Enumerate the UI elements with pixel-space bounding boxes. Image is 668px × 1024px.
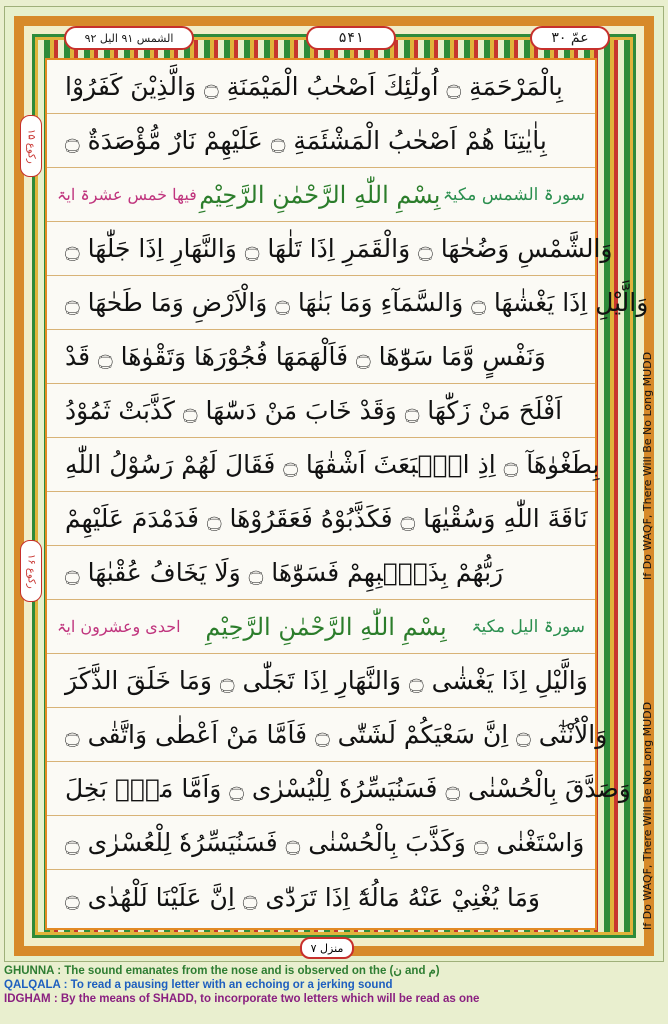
- ruku-marker-top: [20, 115, 42, 177]
- verse-line: وَاسْتَغْنٰى ۝ وَكَذَّبَ بِالْحُسْنٰى ۝ فَسَنُيَسِّرُهٗ لِلْعُسْرٰى ۝: [47, 816, 595, 870]
- surah-header-shams: [47, 168, 595, 222]
- surah-name: سورۃ الشمس مکیۃ: [442, 185, 585, 205]
- verse-line: بِطَغْوٰهَآ ۝ اِذِ انْۢبَعَثَ اَشْقٰهَا ۝ فَقَالَ لَهُمْ رَسُوْلُ اللّٰهِ: [47, 438, 595, 492]
- manzil-marker: منزل ۷: [300, 937, 354, 959]
- ruku-marker-bottom: [20, 540, 42, 602]
- ghunna-row: [4, 964, 664, 978]
- verse-line: رَبُّهُمْ بِذَنْۢبِهِمْ فَسَوّٰهَا ۝ وَلَا يَخَافُ عُقْبٰهَا ۝: [47, 546, 595, 600]
- ruku-label: رکوع ۱۵: [25, 128, 37, 164]
- verse-line: نَاقَةَ اللّٰهِ وَسُقْيٰهَا ۝ فَكَذَّبُوْهُ فَعَقَرُوْهَا ۝ فَدَمْدَمَ عَلَيْهِمْ: [47, 492, 595, 546]
- verse-line: اَفْلَحَ مَنْ زَكّٰهَا ۝ وَقَدْ خَابَ مَنْ دَسّٰهَا ۝ كَذَّبَتْ ثَمُوْدُ: [47, 384, 595, 438]
- idgham-label: IDGHAM :: [4, 993, 58, 1005]
- basmala: بِسْمِ اللّٰهِ الرَّحْمٰنِ الرَّحِيْمِ: [199, 180, 441, 209]
- ayat-count: احدی وعشرون ایۃ: [57, 617, 181, 636]
- ghunna-text: The sound emanates from the nose and is observed on the (ن and م): [64, 965, 440, 977]
- verse-line: بِالْمَرْحَمَةِ ۝ اُولٰٓئِكَ اَصْحٰبُ الْمَيْمَنَةِ ۝ وَالَّذِيْنَ كَفَرُوْا: [47, 60, 595, 114]
- qalqala-row: [4, 978, 664, 992]
- verse-line: وَالشَّمْسِ وَضُحٰهَا ۝ وَالْقَمَرِ اِذَا تَلٰهَا ۝ وَالنَّهَارِ اِذَا جَلّٰهَا ۝: [47, 222, 595, 276]
- ruku-label: رکوع ۱۶: [25, 553, 37, 589]
- waqf-note-top: If Do WAQF, There Will Be No Long MUDD: [641, 351, 654, 580]
- page-header: [44, 24, 612, 54]
- surah-name: سورۃ الیل مکیۃ: [471, 617, 585, 637]
- waqf-note-bottom: If Do WAQF, There Will Be No Long MUDD: [641, 701, 654, 930]
- verse-line: وَالَّيْلِ اِذَا يَغْشٰى ۝ وَالنَّهَارِ اِذَا تَجَلّٰى ۝ وَمَا خَلَقَ الذَّكَرَ: [47, 654, 595, 708]
- verse-line: وَمَا يُغْنِيْ عَنْهُ مَالُهٗٓ اِذَا تَرَدّٰى ۝ اِنَّ عَلَيْنَا لَلْهُدٰى ۝: [65, 882, 540, 912]
- qalqala-text: To read a pausing letter with an echoing or a jerking sound: [70, 979, 393, 991]
- surah-header-layl: [47, 600, 595, 654]
- ayat-count: فیھا خمس عشرۃ ایۃ: [57, 185, 197, 204]
- surah-reference: الشمس ٩١ الیل ٩٢: [64, 26, 194, 50]
- verse-line: بِاٰيٰتِنَا هُمْ اَصْحٰبُ الْمَشْئَمَةِ ۝ عَلَيْهِمْ نَارٌ مُّؤْصَدَةٌ ۝: [47, 114, 595, 168]
- idgham-text: By the means of SHADD, to incorporate two letters which will be read as one: [60, 993, 480, 1005]
- verse-line: وَصَدَّقَ بِالْحُسْنٰى ۝ فَسَنُيَسِّرُهٗ لِلْيُسْرٰى ۝ وَاَمَّا مَنْۢ بَخِلَ: [47, 762, 595, 816]
- tajweed-legend: [4, 964, 664, 1006]
- idgham-row: [4, 992, 664, 1006]
- qalqala-label: QALQALA :: [4, 979, 68, 991]
- juz-label: عمّ ۳۰: [530, 26, 610, 50]
- verse-line: وَنَفْسٍ وَّمَا سَوّٰهَا ۝ فَاَلْهَمَهَا فُجُوْرَهَا وَتَقْوٰهَا ۝ قَدْ: [47, 330, 595, 384]
- page-number: ۵۴۱: [306, 26, 396, 50]
- basmala: بِسْمِ اللّٰهِ الرَّحْمٰنِ الرَّحِيْمِ: [205, 612, 447, 641]
- ghunna-label: GHUNNA :: [4, 965, 62, 977]
- verse-line: وَالْاُنْثٰٓى ۝ اِنَّ سَعْيَكُمْ لَشَتّٰى ۝ فَاَمَّا مَنْ اَعْطٰى وَاتَّقٰى ۝: [47, 708, 595, 762]
- verse-line: وَالَّيْلِ اِذَا يَغْشٰهَا ۝ وَالسَّمَآءِ وَمَا بَنٰهَا ۝ وَالْاَرْضِ وَمَا طَحٰهَا ۝: [47, 276, 595, 330]
